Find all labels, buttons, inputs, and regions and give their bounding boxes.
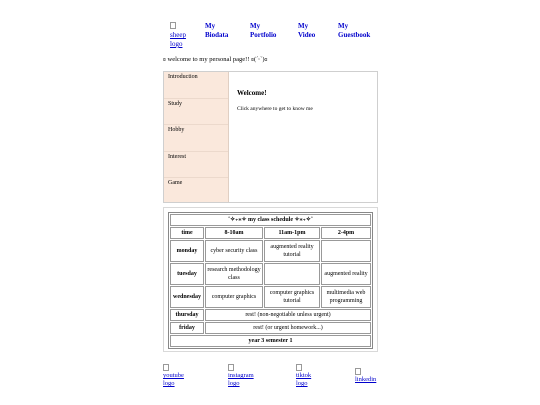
table-row: [170, 240, 371, 262]
schedule-header-row: [170, 227, 371, 239]
nav-guestbook[interactable]: My Guestbook: [338, 22, 371, 39]
day-cell: wednesday: [170, 286, 204, 308]
header-cell: 11am-1pm: [264, 227, 320, 239]
table-cell: [264, 263, 320, 285]
schedule-container: [163, 207, 378, 352]
content-area: [237, 86, 373, 112]
instagram-link[interactable]: [228, 364, 264, 388]
sidebar-item-hobby[interactable]: Hobby: [164, 125, 228, 152]
content-text: Click anywhere to get to know me: [237, 106, 313, 112]
table-cell: computer graphics: [205, 286, 263, 308]
sidebar-item-game[interactable]: Game: [168, 180, 183, 186]
youtube-link[interactable]: [163, 364, 193, 388]
instagram-alt-text: instagram logo: [228, 372, 254, 387]
table-row: [170, 309, 371, 321]
nav-biodata[interactable]: My Biodata: [205, 22, 229, 39]
table-row: [170, 335, 371, 347]
broken-image-icon: [296, 364, 302, 371]
sidebar-item-interest[interactable]: Interest: [164, 152, 228, 179]
sheep-logo-link[interactable]: [170, 22, 186, 49]
broken-image-icon: [228, 364, 234, 371]
class-schedule-table: [168, 212, 373, 349]
schedule-footer: year 3 semester 1: [170, 335, 371, 347]
tiktok-alt-text: tiktok logo: [296, 372, 312, 387]
table-row: [170, 286, 371, 308]
logo-alt-text: sheep logo: [170, 31, 186, 48]
day-cell: monday: [170, 240, 204, 262]
table-cell: rest! (or urgent homework...): [205, 322, 371, 334]
main-panel[interactable]: [163, 71, 378, 203]
table-row: [170, 263, 371, 285]
sidebar-item-study[interactable]: Study: [164, 99, 228, 126]
day-cell: tuesday: [170, 263, 204, 285]
schedule-title: ˚✧₊⁎✧ my class schedule ✧⁎₊✧˚: [170, 214, 371, 226]
sidebar-item-introduction[interactable]: Introduction: [164, 72, 228, 99]
header-cell: 2-4pm: [321, 227, 371, 239]
table-row: [170, 322, 371, 334]
youtube-alt-text: youtube logo: [163, 372, 184, 387]
nav-portfolio[interactable]: My Portfolio: [250, 22, 277, 39]
broken-image-icon: [170, 22, 176, 29]
table-cell: cyber security class: [205, 240, 263, 262]
sidebar: [164, 72, 229, 202]
table-cell: augmented reality tutorial: [264, 240, 320, 262]
nav-video[interactable]: My Video: [298, 22, 316, 39]
linkedin-alt-text: linkedin: [355, 376, 377, 383]
tiktok-link[interactable]: [296, 364, 320, 388]
broken-image-icon: [355, 368, 361, 375]
table-cell: [321, 240, 371, 262]
broken-image-icon: [163, 364, 169, 371]
content-heading: Welcome!: [237, 89, 267, 97]
table-cell: computer graphics tutorial: [264, 286, 320, 308]
header-cell: 8-10am: [205, 227, 263, 239]
day-cell: friday: [170, 322, 204, 334]
table-cell: multimedia web programming: [321, 286, 371, 308]
header-cell: time: [170, 227, 204, 239]
table-cell: augmented reality: [321, 263, 371, 285]
linkedin-link[interactable]: [355, 368, 385, 384]
table-cell: rest! (non-negotiable unless urgent): [205, 309, 371, 321]
day-cell: thursday: [170, 309, 204, 321]
welcome-message: ʚ welcome to my personal page!! ʚ(ˊᵕˋ)ɞ: [163, 56, 268, 63]
table-cell: research methodology class: [205, 263, 263, 285]
